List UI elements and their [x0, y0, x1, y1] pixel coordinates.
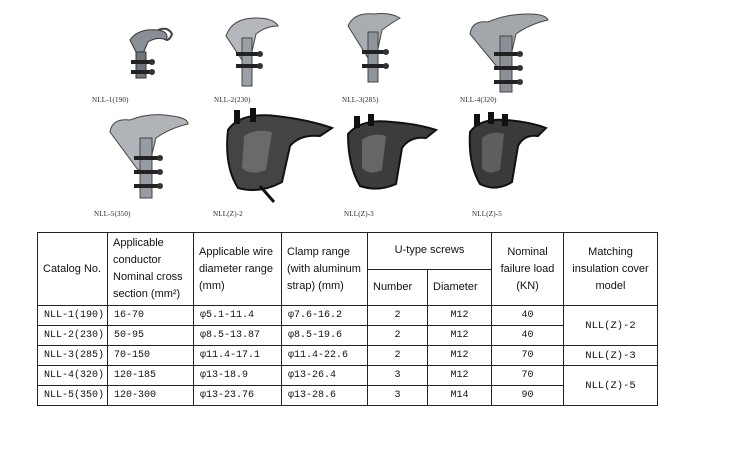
header-wire-diameter: Applicable wire diameter range (mm) [194, 233, 282, 306]
table-row [38, 366, 658, 386]
caption-nll-4: NLL-4(320) [460, 96, 497, 104]
clamp-image-nll-4 [466, 8, 550, 96]
cell-load: 40 [492, 306, 564, 326]
header-u-type-screws: U-type screws [368, 233, 492, 270]
caption-nll-z-2: NLL(Z)-2 [213, 210, 243, 218]
cell-number: 2 [368, 306, 428, 326]
caption-nll-1: NLL-1(190) [92, 96, 129, 104]
cell-wire: φ13-18.9 [194, 366, 282, 386]
cell-load: 40 [492, 326, 564, 346]
cell-clamp: φ13-26.4 [282, 366, 368, 386]
cover-image-nll-z-3 [344, 114, 440, 198]
cell-diameter: M12 [428, 306, 492, 326]
cell-section: 120-185 [108, 366, 194, 386]
clamp-image-nll-5 [106, 110, 190, 202]
header-clamp-range: Clamp range (with aluminum strap) (mm) [282, 233, 368, 306]
cell-clamp: φ13-28.6 [282, 386, 368, 406]
header-row-1 [38, 233, 658, 270]
cell-load: 90 [492, 386, 564, 406]
header-screw-number: Number [368, 269, 428, 306]
cell-catalog: NLL-3(285) [38, 346, 108, 366]
header-screw-diameter: Diameter [428, 269, 492, 306]
cell-cover-model: NLL(Z)-3 [564, 346, 658, 366]
cell-wire: φ13-23.76 [194, 386, 282, 406]
cell-number: 2 [368, 346, 428, 366]
caption-nll-z-5: NLL(Z)-5 [472, 210, 502, 218]
spec-table [37, 232, 658, 406]
clamp-image-nll-1 [118, 22, 178, 86]
cell-clamp: φ11.4-22.6 [282, 346, 368, 366]
cell-diameter: M14 [428, 386, 492, 406]
cell-catalog: NLL-5(350) [38, 386, 108, 406]
caption-nll-3: NLL-3(285) [342, 96, 379, 104]
cell-load: 70 [492, 346, 564, 366]
cell-section: 16-70 [108, 306, 194, 326]
cell-diameter: M12 [428, 346, 492, 366]
clamp-image-nll-2 [222, 12, 282, 92]
table-row [38, 306, 658, 326]
header-cover-model: Matching insulation cover model [564, 233, 658, 306]
cell-section: 70-150 [108, 346, 194, 366]
cover-image-nll-z-5 [466, 112, 550, 198]
cell-clamp: φ8.5-19.6 [282, 326, 368, 346]
cell-catalog: NLL-4(320) [38, 366, 108, 386]
cell-diameter: M12 [428, 326, 492, 346]
table-row [38, 346, 658, 366]
cell-number: 3 [368, 386, 428, 406]
caption-nll-2: NLL-2(230) [214, 96, 251, 104]
header-catalog: Catalog No. [38, 233, 108, 306]
caption-nll-5: NLL-5(350) [94, 210, 131, 218]
header-conductor-section: Applicable conductor Nominal cross section (mm²) [108, 233, 194, 306]
clamp-image-nll-3 [344, 8, 404, 88]
cell-catalog: NLL-2(230) [38, 326, 108, 346]
cell-wire: φ8.5-13.87 [194, 326, 282, 346]
cell-section: 50-95 [108, 326, 194, 346]
cell-catalog: NLL-1(190) [38, 306, 108, 326]
caption-nll-z-3: NLL(Z)-3 [344, 210, 374, 218]
cell-section: 120-300 [108, 386, 194, 406]
cell-cover-model: NLL(Z)-2 [564, 306, 658, 346]
cell-wire: φ11.4-17.1 [194, 346, 282, 366]
cell-cover-model: NLL(Z)-5 [564, 366, 658, 406]
cell-wire: φ5.1-11.4 [194, 306, 282, 326]
cell-clamp: φ7.6-16.2 [282, 306, 368, 326]
header-failure-load: Nominal failure load (KN) [492, 233, 564, 306]
cover-image-nll-z-2 [220, 106, 340, 206]
cell-number: 2 [368, 326, 428, 346]
cell-diameter: M12 [428, 366, 492, 386]
cell-number: 3 [368, 366, 428, 386]
cell-load: 70 [492, 366, 564, 386]
